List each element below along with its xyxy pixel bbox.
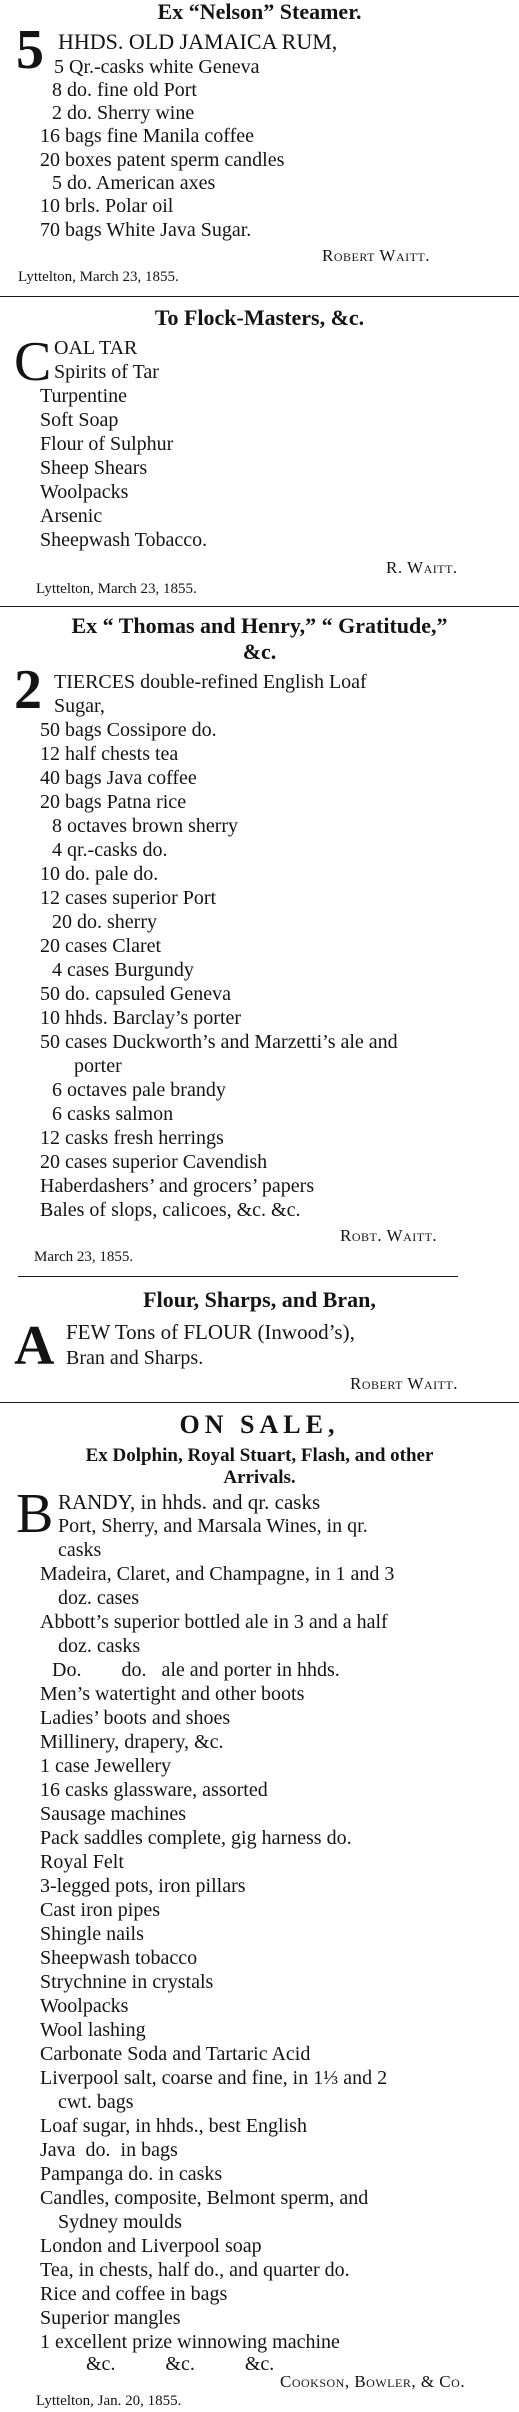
ad1-first-line: HHDS. OLD JAMAICA RUM, bbox=[58, 29, 338, 54]
list-item: 70 bags White Java Sugar. bbox=[40, 219, 252, 241]
ad1-dropcap: 5 bbox=[16, 19, 44, 81]
list-item: 12 casks fresh herrings bbox=[40, 1127, 224, 1149]
ad4-title: Flour, Sharps, and Bran, bbox=[143, 1287, 376, 1312]
ad5-sub-line1: Ex Dolphin, Royal Stuart, Flash, and other bbox=[85, 1445, 434, 1466]
list-item: casks bbox=[58, 1539, 102, 1561]
list-item: 20 do. sherry bbox=[52, 911, 157, 933]
list-item: Pack saddles complete, gig harness do. bbox=[40, 1827, 352, 1849]
list-item: Tea, in chests, half do., and quarter do. bbox=[40, 2259, 350, 2281]
list-item: London and Liverpool soap bbox=[40, 2235, 262, 2257]
list-item: Ladies’ boots and shoes bbox=[40, 1707, 231, 1729]
list-item: 16 bags fine Manila coffee bbox=[40, 125, 254, 147]
list-item: Woolpacks bbox=[40, 481, 129, 503]
ad2-date: Lyttelton, March 23, 1855. bbox=[36, 581, 197, 597]
list-item: Sheep Shears bbox=[40, 457, 148, 479]
ad2-signature: R. Waitt. bbox=[386, 558, 458, 577]
list-item: Loaf sugar, in hhds., best English bbox=[40, 2115, 307, 2137]
ad4-signature: Robert Waitt. bbox=[350, 1374, 459, 1393]
divider bbox=[0, 606, 519, 607]
list-item: 8 octaves brown sherry bbox=[52, 815, 239, 837]
list-item: Rice and coffee in bags bbox=[40, 2283, 228, 2305]
ad1-title: Ex “Nelson” Steamer. bbox=[157, 0, 362, 24]
list-item: 12 half chests tea bbox=[40, 743, 179, 765]
ad2-first-line: OAL TAR bbox=[54, 337, 138, 359]
list-item: 5 Qr.-casks white Geneva bbox=[54, 56, 260, 78]
list-item: Haberdashers’ and grocers’ papers bbox=[40, 1175, 315, 1197]
list-item: Turpentine bbox=[40, 385, 128, 407]
list-item: Abbott’s superior bottled ale in 3 and a half bbox=[40, 1611, 388, 1633]
ad5-dropcap: B bbox=[16, 1483, 54, 1545]
ad5-first-line: RANDY, in hhds. and qr. casks bbox=[58, 1490, 321, 1514]
list-item: doz. casks bbox=[58, 1635, 141, 1657]
list-item: Wool lashing bbox=[40, 2019, 146, 2041]
list-item: Java do. in bags bbox=[40, 2139, 178, 2161]
list-item: 50 cases Duckworth’s and Marzetti’s ale and bbox=[40, 1031, 398, 1053]
list-item: Madeira, Claret, and Champagne, in 1 and 3 bbox=[40, 1563, 395, 1585]
ad4-second-line: Bran and Sharps. bbox=[66, 1347, 204, 1369]
list-item: 20 boxes patent sperm candles bbox=[40, 149, 285, 171]
ad4-first-line: FEW Tons of FLOUR (Inwood’s), bbox=[66, 1320, 355, 1344]
list-item: 1 case Jewellery bbox=[40, 1755, 172, 1777]
list-item: Men’s watertight and other boots bbox=[40, 1683, 305, 1705]
list-item: Port, Sherry, and Marsala Wines, in qr. bbox=[58, 1515, 368, 1537]
list-item: 20 bags Patna rice bbox=[40, 791, 187, 813]
list-item: 2 do. Sherry wine bbox=[52, 102, 195, 124]
ad3-first-line: TIERCES double-refined English Loaf bbox=[54, 671, 367, 693]
list-item: 6 octaves pale brandy bbox=[52, 1079, 226, 1101]
ad5-signature: Cookson, Bowler, & Co. bbox=[280, 2372, 466, 2391]
list-item: 6 casks salmon bbox=[52, 1103, 174, 1125]
list-item: porter bbox=[74, 1055, 122, 1077]
list-item: Superior mangles bbox=[40, 2307, 181, 2329]
list-item: 50 do. capsuled Geneva bbox=[40, 983, 232, 1005]
list-item: Arsenic bbox=[40, 505, 103, 527]
divider bbox=[18, 1276, 458, 1277]
list-item: Royal Felt bbox=[40, 1851, 124, 1873]
list-item: 4 cases Burgundy bbox=[52, 959, 194, 981]
ad2-dropcap: C bbox=[14, 331, 52, 393]
ad1-signature: Robert Waitt. bbox=[322, 246, 431, 265]
list-item: Strychnine in crystals bbox=[40, 1971, 214, 1993]
list-item: Soft Soap bbox=[40, 409, 119, 431]
list-item: &c. &c. &c. bbox=[86, 2353, 275, 2375]
ad3-title-line2: &c. bbox=[242, 639, 277, 664]
list-item: Pampanga do. in casks bbox=[40, 2163, 223, 2185]
list-item: 1 excellent prize winnowing machine bbox=[40, 2331, 340, 2353]
ad3-date: March 23, 1855. bbox=[34, 1249, 134, 1265]
list-item: Sheepwash tobacco bbox=[40, 1947, 198, 1969]
list-item: 50 bags Cossipore do. bbox=[40, 719, 217, 741]
list-item: Woolpacks bbox=[40, 1995, 129, 2017]
list-item: Millinery, drapery, &c. bbox=[40, 1731, 224, 1753]
list-item: 12 cases superior Port bbox=[40, 887, 217, 909]
ad3-title-line1: Ex “ Thomas and Henry,” “ Gratitude,” bbox=[71, 613, 448, 638]
list-item: 8 do. fine old Port bbox=[52, 79, 197, 101]
list-item: 3-legged pots, iron pillars bbox=[40, 1875, 246, 1897]
list-item: 20 cases superior Cavendish bbox=[40, 1151, 268, 1173]
list-item: 20 cases Claret bbox=[40, 935, 162, 957]
ad3-dropcap: 2 bbox=[14, 659, 42, 721]
list-item: 4 qr.-casks do. bbox=[52, 839, 168, 861]
list-item: 10 brls. Polar oil bbox=[40, 195, 174, 217]
list-item: Bales of slops, calicoes, &c. &c. bbox=[40, 1199, 301, 1221]
list-item: doz. cases bbox=[58, 1587, 140, 1609]
list-item: 16 casks glassware, assorted bbox=[40, 1779, 268, 1801]
list-item: Liverpool salt, coarse and fine, in 1⅓ and 2 bbox=[40, 2067, 388, 2089]
list-item: 10 hhds. Barclay’s porter bbox=[40, 1007, 242, 1029]
list-item: cwt. bags bbox=[58, 2091, 134, 2113]
ad5-sub-line2: Arrivals. bbox=[223, 1467, 296, 1488]
ad1-date: Lyttelton, March 23, 1855. bbox=[18, 269, 179, 285]
divider bbox=[0, 1402, 519, 1403]
ad5-date: Lyttelton, Jan. 20, 1855. bbox=[36, 2393, 182, 2409]
list-item: Sydney moulds bbox=[58, 2211, 182, 2233]
divider bbox=[0, 296, 519, 297]
list-item: Cast iron pipes bbox=[40, 1899, 160, 1921]
list-item: Sheepwash Tobacco. bbox=[40, 529, 208, 551]
ad5-heading: ON SALE, bbox=[179, 1410, 340, 1439]
ad3-signature: Robt. Waitt. bbox=[340, 1226, 438, 1245]
ad4-dropcap: A bbox=[14, 1315, 55, 1377]
list-item: 5 do. American axes bbox=[52, 172, 216, 194]
list-item: Shingle nails bbox=[40, 1923, 144, 1945]
list-item: Spirits of Tar bbox=[54, 361, 159, 383]
list-item: 10 do. pale do. bbox=[40, 863, 159, 885]
list-item: Candles, composite, Belmont sperm, and bbox=[40, 2187, 369, 2209]
list-item: Do. do. ale and porter in hhds. bbox=[52, 1659, 340, 1681]
list-item: Sausage machines bbox=[40, 1803, 187, 1825]
list-item: Flour of Sulphur bbox=[40, 433, 174, 455]
list-item: Carbonate Soda and Tartaric Acid bbox=[40, 2043, 311, 2065]
ad3-first-line-cont: Sugar, bbox=[54, 695, 105, 717]
ad2-title: To Flock-Masters, &c. bbox=[154, 305, 365, 330]
list-item: 40 bags Java coffee bbox=[40, 767, 197, 789]
